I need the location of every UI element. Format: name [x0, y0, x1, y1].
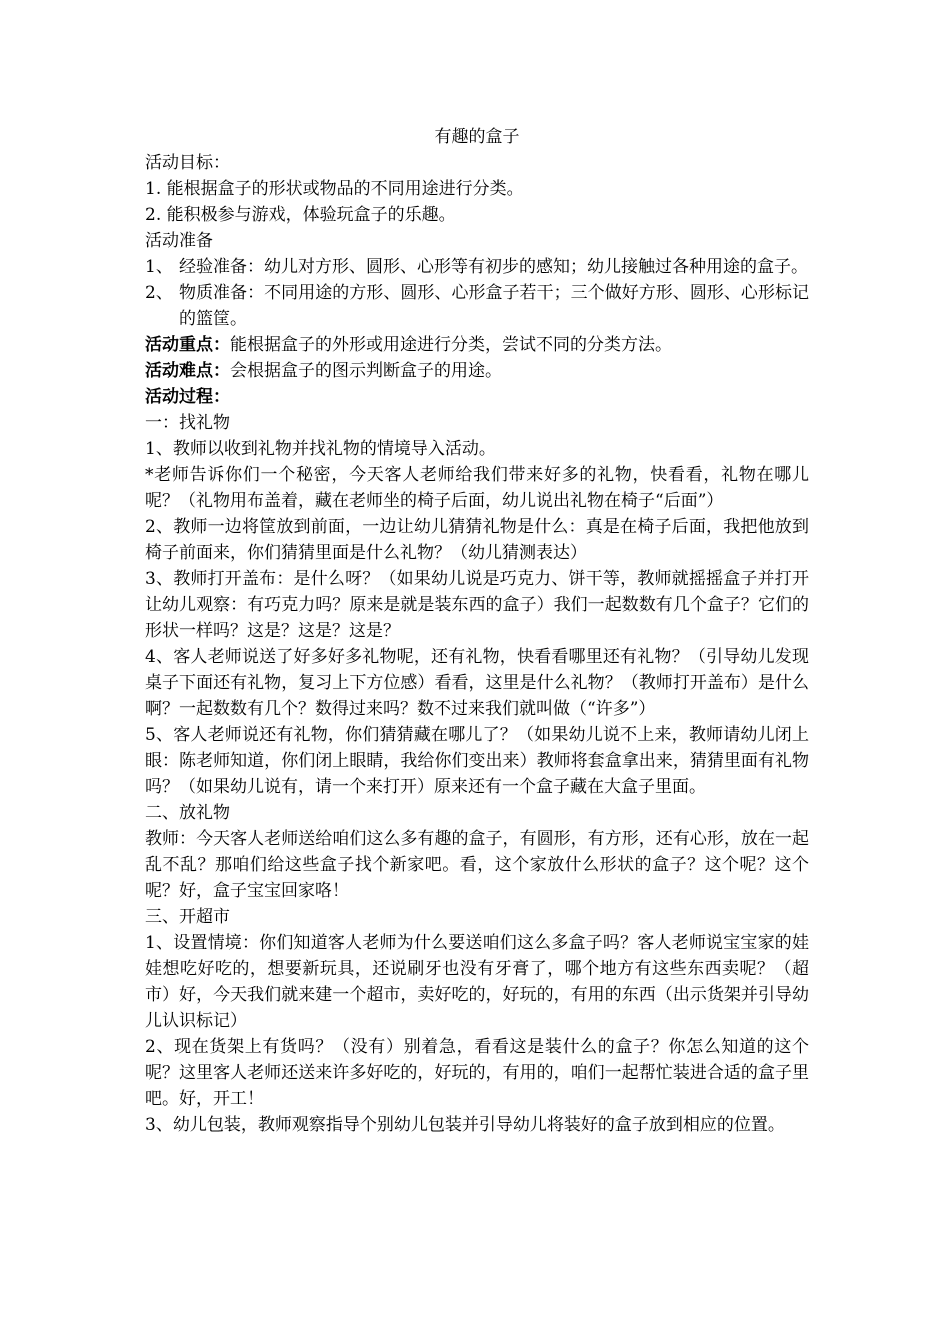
prep-item-1	[145, 254, 809, 280]
prep-item-1-number: 1、	[145, 257, 173, 277]
section-1-paragraph-1: 1、教师以收到礼物并找礼物的情境导入活动。	[145, 439, 496, 459]
process-heading: 活动过程：	[145, 387, 230, 407]
key-point-label: 活动重点：	[145, 335, 230, 355]
prep-item-1-text: 经验准备：幼儿对方形、圆形、心形等有初步的感知；幼儿接触过各种用途的盒子。	[179, 257, 808, 277]
document-body	[145, 124, 809, 1138]
goal-1: 1. 能根据盒子的形状或物品的不同用途进行分类。	[145, 179, 524, 199]
prep-item-2	[145, 280, 809, 332]
section-1-paragraph-2: *老师告诉你们一个秘密，今天客人老师给我们带来好多的礼物，快看看，礼物在哪儿呢？（礼物用布盖着，藏在老师坐的椅子后面，幼儿说出礼物在椅子“后面”）	[145, 465, 809, 511]
prep-heading: 活动准备	[145, 231, 213, 251]
key-point	[145, 332, 809, 358]
section-3-paragraph-1: 1、设置情境：你们知道客人老师为什么要送咱们这么多盒子吗？客人老师说宝宝家的娃娃想吃好吃的，想要新玩具，还说刷牙也没有牙膏了，哪个地方有这些东西卖呢？（超市）好，今天我们就来建一个超市，卖好吃的，好玩的，有用的东西（出示货架并引导幼儿认识标记）	[145, 933, 809, 1031]
goal-2: 2. 能积极参与游戏，体验玩盒子的乐趣。	[145, 205, 456, 225]
difficulty-point	[145, 358, 809, 384]
section-1-paragraph-6: 5、客人老师说还有礼物，你们猜猜藏在哪儿了？（如果幼儿说不上来，教师请幼儿闭上眼：陈老师知道，你们闭上眼睛，我给你们变出来）教师将套盒拿出来，猜猜里面有礼物吗？（如果幼儿说有，请一个来打开）原来还有一个盒子藏在大盒子里面。	[145, 725, 809, 797]
section-1-paragraph-4: 3、教师打开盖布：是什么呀？（如果幼儿说是巧克力、饼干等，教师就摇摇盒子并打开让幼儿观察：有巧克力吗？原来是就是装东西的盒子）我们一起数数有几个盒子？它们的形状一样吗？这是？这是？这是？	[145, 569, 809, 641]
section-2-paragraph-1: 教师：今天客人老师送给咱们这么多有趣的盒子，有圆形，有方形，还有心形，放在一起乱不乱？那咱们给这些盒子找个新家吧。看，这个家放什么形状的盒子？这个呢？这个呢？好，盒子宝宝回家咯！	[145, 829, 809, 901]
section-3-paragraph-3: 3、幼儿包装，教师观察指导个别幼儿包装并引导幼儿将装好的盒子放到相应的位置。	[145, 1115, 785, 1135]
section-1-heading: 一：找礼物	[145, 413, 230, 433]
prep-item-2-number: 2、	[145, 283, 173, 303]
document-title: 有趣的盒子	[434, 127, 520, 147]
section-2-heading: 二、放礼物	[145, 803, 230, 823]
key-point-text: 能根据盒子的外形或用途进行分类，尝试不同的分类方法。	[230, 335, 672, 355]
section-1-paragraph-3: 2、教师一边将筐放到前面，一边让幼儿猜猜礼物是什么：真是在椅子后面，我把他放到椅子前面来，你们猜猜里面是什么礼物？（幼儿猜测表达）	[145, 517, 809, 563]
prep-item-2-text: 物质准备：不同用途的方形、圆形、心形盒子若干；三个做好方形、圆形、心形标记的篮筐。	[179, 283, 809, 329]
difficulty-point-text: 会根据盒子的图示判断盒子的用途。	[230, 361, 502, 381]
section-1-paragraph-5: 4、客人老师说送了好多好多礼物呢，还有礼物，快看看哪里还有礼物？（引导幼儿发现桌子下面还有礼物，复习上下方位感）看看，这里是什么礼物？（教师打开盖布）是什么啊？一起数数有几个？数得过来吗？数不过来我们就叫做（“许多”）	[145, 647, 809, 719]
difficulty-point-label: 活动难点：	[145, 361, 230, 381]
goals-heading: 活动目标：	[145, 153, 230, 173]
section-3-paragraph-2: 2、现在货架上有货吗？（没有）别着急，看看这是装什么的盒子？你怎么知道的这个呢？这里客人老师还送来许多好吃的，好玩的，有用的，咱们一起帮忙装进合适的盒子里吧。好，开工！	[145, 1037, 809, 1109]
section-3-heading: 三、开超市	[145, 907, 230, 927]
